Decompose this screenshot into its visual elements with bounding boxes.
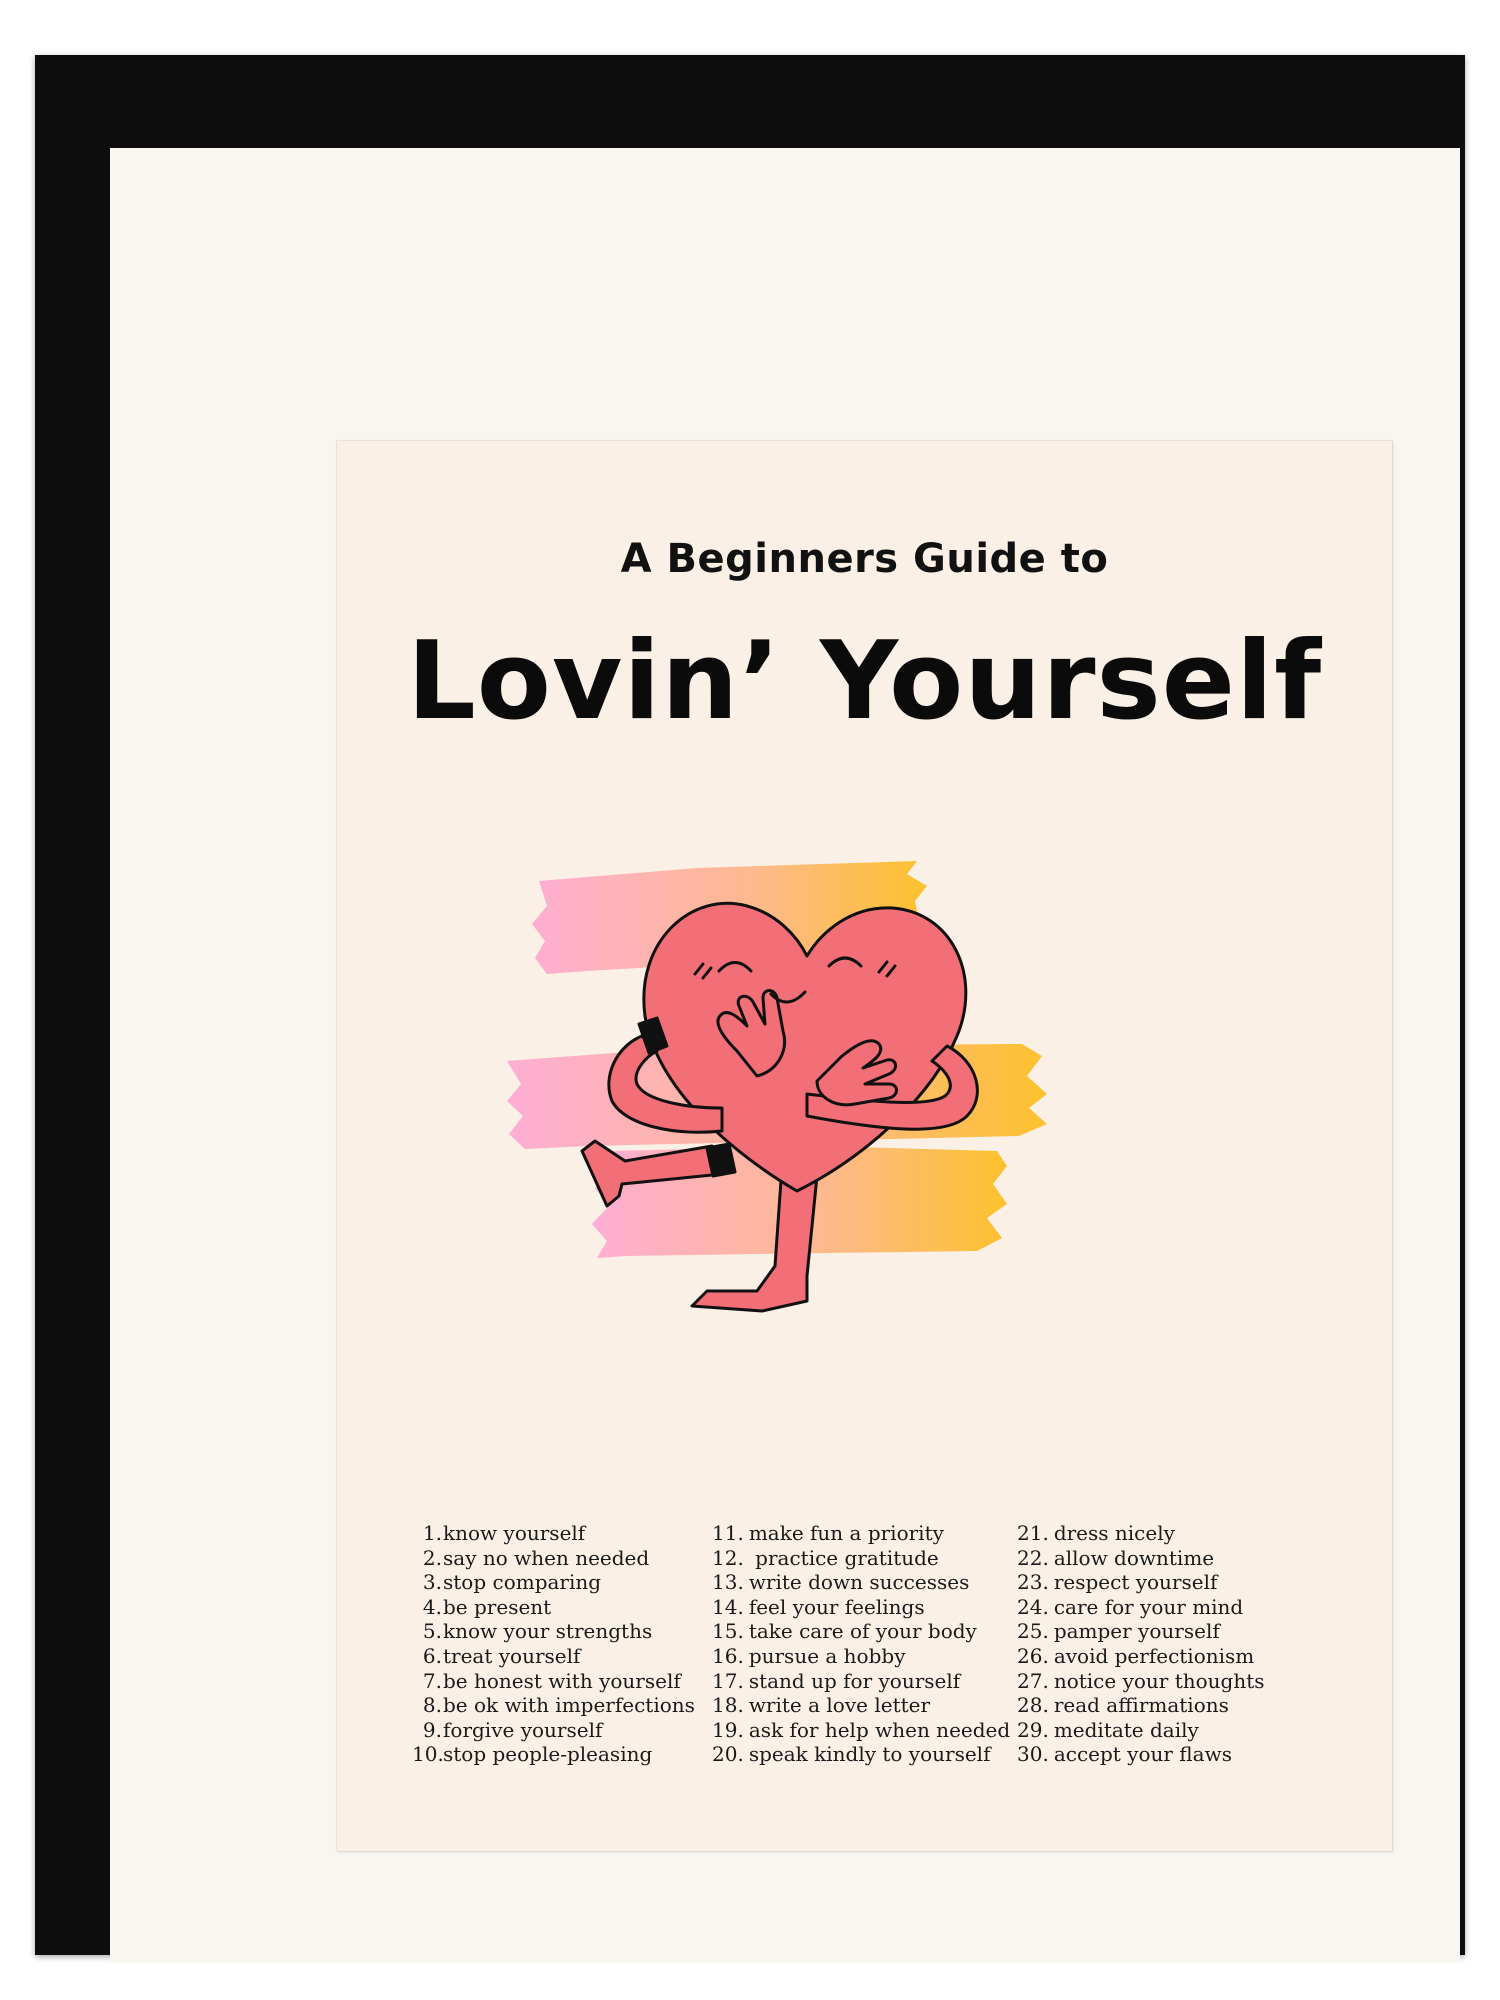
list-item: 4.be present bbox=[422, 1594, 552, 1619]
poster-print bbox=[337, 441, 1392, 1851]
list-item: 5.know your strengths bbox=[422, 1619, 653, 1644]
list-item: 16. pursue a hobby bbox=[712, 1643, 906, 1668]
list-item: 22. allow downtime bbox=[1017, 1545, 1215, 1570]
list-item: 3.stop comparing bbox=[422, 1570, 602, 1595]
tips-list bbox=[412, 1521, 1332, 1767]
list-item: 1.know yourself bbox=[422, 1521, 586, 1545]
list-item: 6.treat yourself bbox=[422, 1643, 581, 1668]
list-item: 10.stop people-pleasing bbox=[412, 1742, 653, 1767]
list-item: 9.forgive yourself bbox=[422, 1717, 603, 1742]
list-item: 28. read affirmations bbox=[1017, 1693, 1229, 1718]
list-item: 17. stand up for yourself bbox=[712, 1668, 961, 1693]
hugging-heart-icon bbox=[507, 846, 1207, 1466]
list-item: 15. take care of your body bbox=[712, 1619, 977, 1644]
list-item: 14. feel your feelings bbox=[712, 1594, 925, 1619]
list-item: 25. pamper yourself bbox=[1017, 1619, 1220, 1644]
list-item: 30. accept your flaws bbox=[1017, 1742, 1232, 1767]
list-item: 23. respect yourself bbox=[1017, 1570, 1218, 1595]
tips-column-2 bbox=[712, 1521, 1017, 1767]
picture-frame bbox=[35, 55, 1465, 1955]
list-item: 29. meditate daily bbox=[1017, 1717, 1199, 1742]
list-item: 7.be honest with yourself bbox=[422, 1668, 681, 1693]
list-item: 19. ask for help when needed bbox=[712, 1717, 1011, 1742]
list-item: 8.be ok with imperfections bbox=[422, 1693, 695, 1718]
list-item: 26. avoid perfectionism bbox=[1017, 1643, 1255, 1668]
list-item: 27. notice your thoughts bbox=[1017, 1668, 1265, 1693]
tips-column-1 bbox=[412, 1521, 712, 1767]
list-item: 12. practice gratitude bbox=[712, 1545, 939, 1570]
list-item: 24. care for your mind bbox=[1017, 1594, 1244, 1619]
frame-mat bbox=[110, 148, 1460, 1963]
list-item: 21. dress nicely bbox=[1017, 1521, 1175, 1545]
list-item: 13. write down successes bbox=[712, 1570, 970, 1595]
poster-subtitle: A Beginners Guide to bbox=[620, 536, 1109, 582]
list-item: 11. make fun a priority bbox=[712, 1521, 944, 1545]
list-item: 18. write a love letter bbox=[712, 1693, 931, 1718]
tips-column-3 bbox=[1017, 1521, 1317, 1767]
poster-title: Lovin’ Yourself bbox=[406, 619, 1323, 744]
list-item: 2.say no when needed bbox=[422, 1545, 650, 1570]
list-item: 20. speak kindly to yourself bbox=[712, 1742, 991, 1767]
